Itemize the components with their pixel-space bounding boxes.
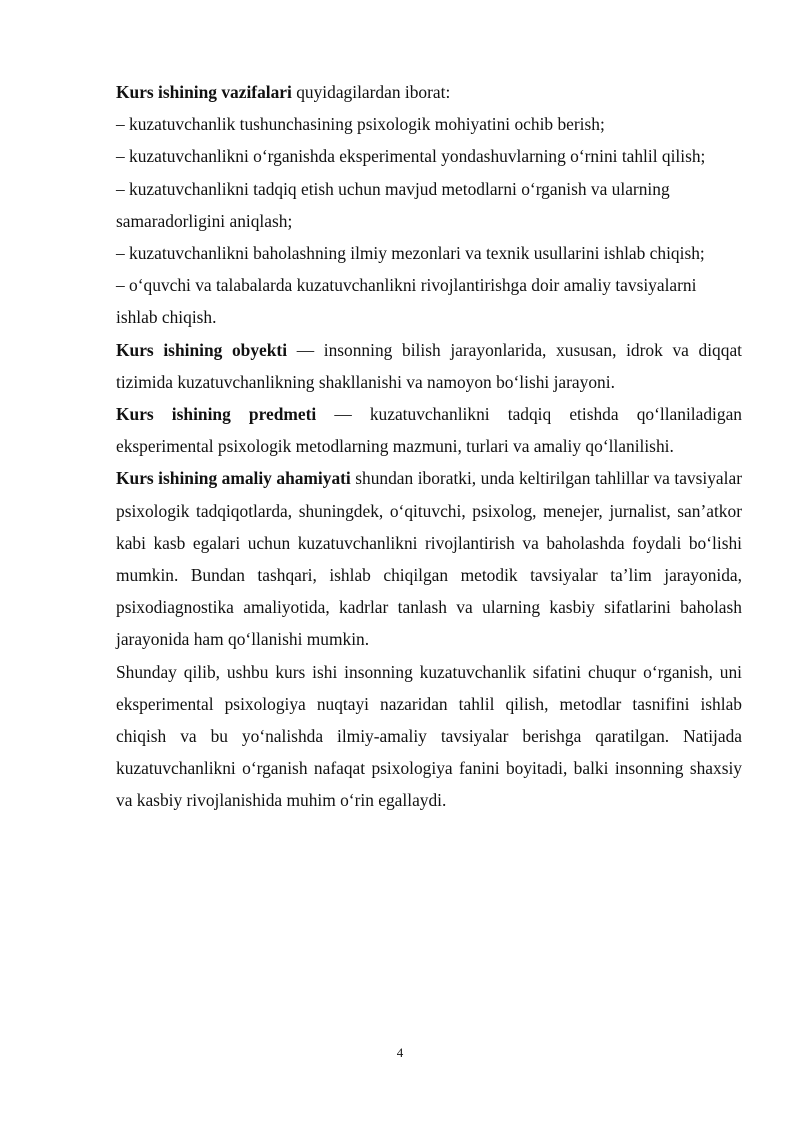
task-item: – o‘quvchi va talabalarda kuzatuvchanlikni rivojlantirishga doir amaliy tavsiyalarni ishlab chiqish. (116, 275, 697, 328)
object-paragraph (116, 334, 742, 398)
conclusion-paragraph: Shunday qilib, ushbu kurs ishi insonning kuzatuvchanlik sifatini chuqur o‘rganish, uni eksperimental psixologiya nuqtayi nazaridan tahlil qilish, metodlar tasnifini ishlab chiqish va bu yo‘nalishda ilmiy-amaliy tavsiyalar berishga qaratilgan. Natijada kuzatuvchanlikni o‘rganish nafaqat psixologiya fanini boyitadi, balki insonning shaxsiy va kasbiy rivojlanishida muhim o‘rin egallaydi. (116, 661, 742, 811)
practical-text: shundan iboratki, unda keltirilgan tahlillar va tavsiyalar psixologik tadqiqotlarda, shuningdek, o‘qituvchi, psixolog, menejer, jurnalist, san’atkor kabi kasb egalari uchun kuzatuvchanlikni rivojlantirish va baholashda foydali bo‘lishi mumkin. Bundan tashqari, ishlab chiqilgan metodik tavsiyalar ta’lim jarayonida, psixodiagnostika amaliyotida, kadrlar tanlash va ularning kasbiy sifatlarini baholash jarayonida ham qo‘llanishi mumkin. (116, 468, 742, 650)
task-item: – kuzatuvchanlik tushunchasining psixologik mohiyatini ochib berish; (116, 114, 605, 135)
subject-text: — kuzatuvchanlikni tadqiq etishda qo‘llaniladigan eksperimental psixologik metodlarning mazmuni, turlari va amaliy qo‘llanilishi. (116, 404, 742, 457)
subject-heading: Kurs ishining predmeti (116, 404, 317, 425)
task-item: – kuzatuvchanlikni o‘rganishda eksperimental yondashuvlarning o‘rnini tahlil qilish; (116, 146, 706, 167)
tasks-intro-paragraph (116, 76, 742, 108)
tasks-heading: Kurs ishining vazifalari (116, 82, 292, 102)
object-heading: Kurs ishining obyekti (116, 339, 288, 360)
task-item: – kuzatuvchanlikni baholashning ilmiy mezonlari va texnik usullarini ishlab chiqish; (116, 243, 705, 264)
practical-paragraph (116, 462, 742, 655)
task-item: – kuzatuvchanlikni tadqiq etish uchun mavjud metodlarni o‘rganish va ularning samaradorligini aniqlash; (116, 178, 670, 231)
subject-paragraph (116, 398, 742, 462)
page-content (116, 76, 742, 817)
object-text: — insonning bilish jarayonlarida, xususan, idrok va diqqat tizimida kuzatuvchanlikning shakllanishi va namoyon bo‘lishi jarayoni. (116, 339, 742, 392)
tasks-intro-text: quyidagilardan iborat: (291, 82, 451, 102)
practical-heading: Kurs ishining amaliy ahamiyati (116, 468, 351, 489)
page-number: 4 (396, 1045, 404, 1060)
